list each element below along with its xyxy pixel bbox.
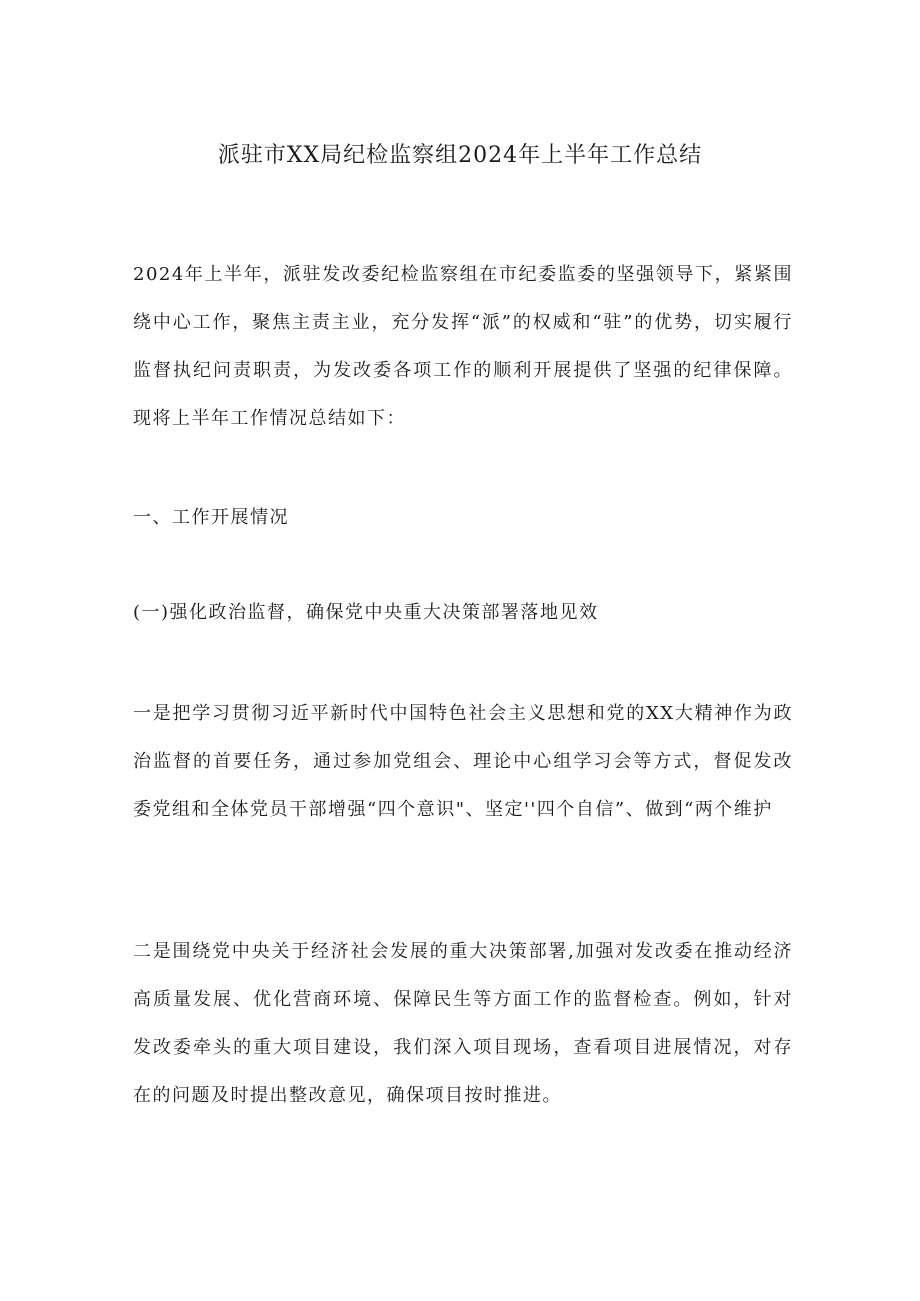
- intro-paragraph: 2024年上半年，派驻发改委纪检监察组在市纪委监委的坚强领导下，紧紧围绕中心工作，聚焦主责主业，充分发挥“派”的权威和“驻”的优势，切实履行监督执纪问责职责，为发改委各项工作的顺利开展提供了坚强的纪律保障。现将上半年工作情况总结如下：: [133, 264, 793, 429]
- paragraph-point-one: 一是把学习贯彻习近平新时代中国特色社会主义思想和党的XX大精神作为政治监督的首要任务，通过参加党组会、理论中心组学习会等方式，督促发改委党组和全体党员干部增强“四个意识"、坚定''四个自信”、做到“两个维护: [133, 703, 793, 820]
- paragraph-point-two: 二是围绕党中央关于经济社会发展的重大决策部署,加强对发改委在推动经济高质量发展、优化营商环境、保障民生等方面工作的监督检查。例如，针对发改委牵头的重大项目建设，我们深入项目现场，查看项目进展情况，对存在的问题及时提出整改意见，确保项目按时推进。: [133, 941, 793, 1106]
- subsection-heading-political-supervision: (一)强化政治监督，确保党中央重大决策部署落地见效: [133, 602, 599, 623]
- section-heading-work-progress: 一、工作开展情况: [133, 507, 289, 528]
- document-title: 派驻市XX局纪检监察组2024年上半年工作总结: [217, 143, 703, 168]
